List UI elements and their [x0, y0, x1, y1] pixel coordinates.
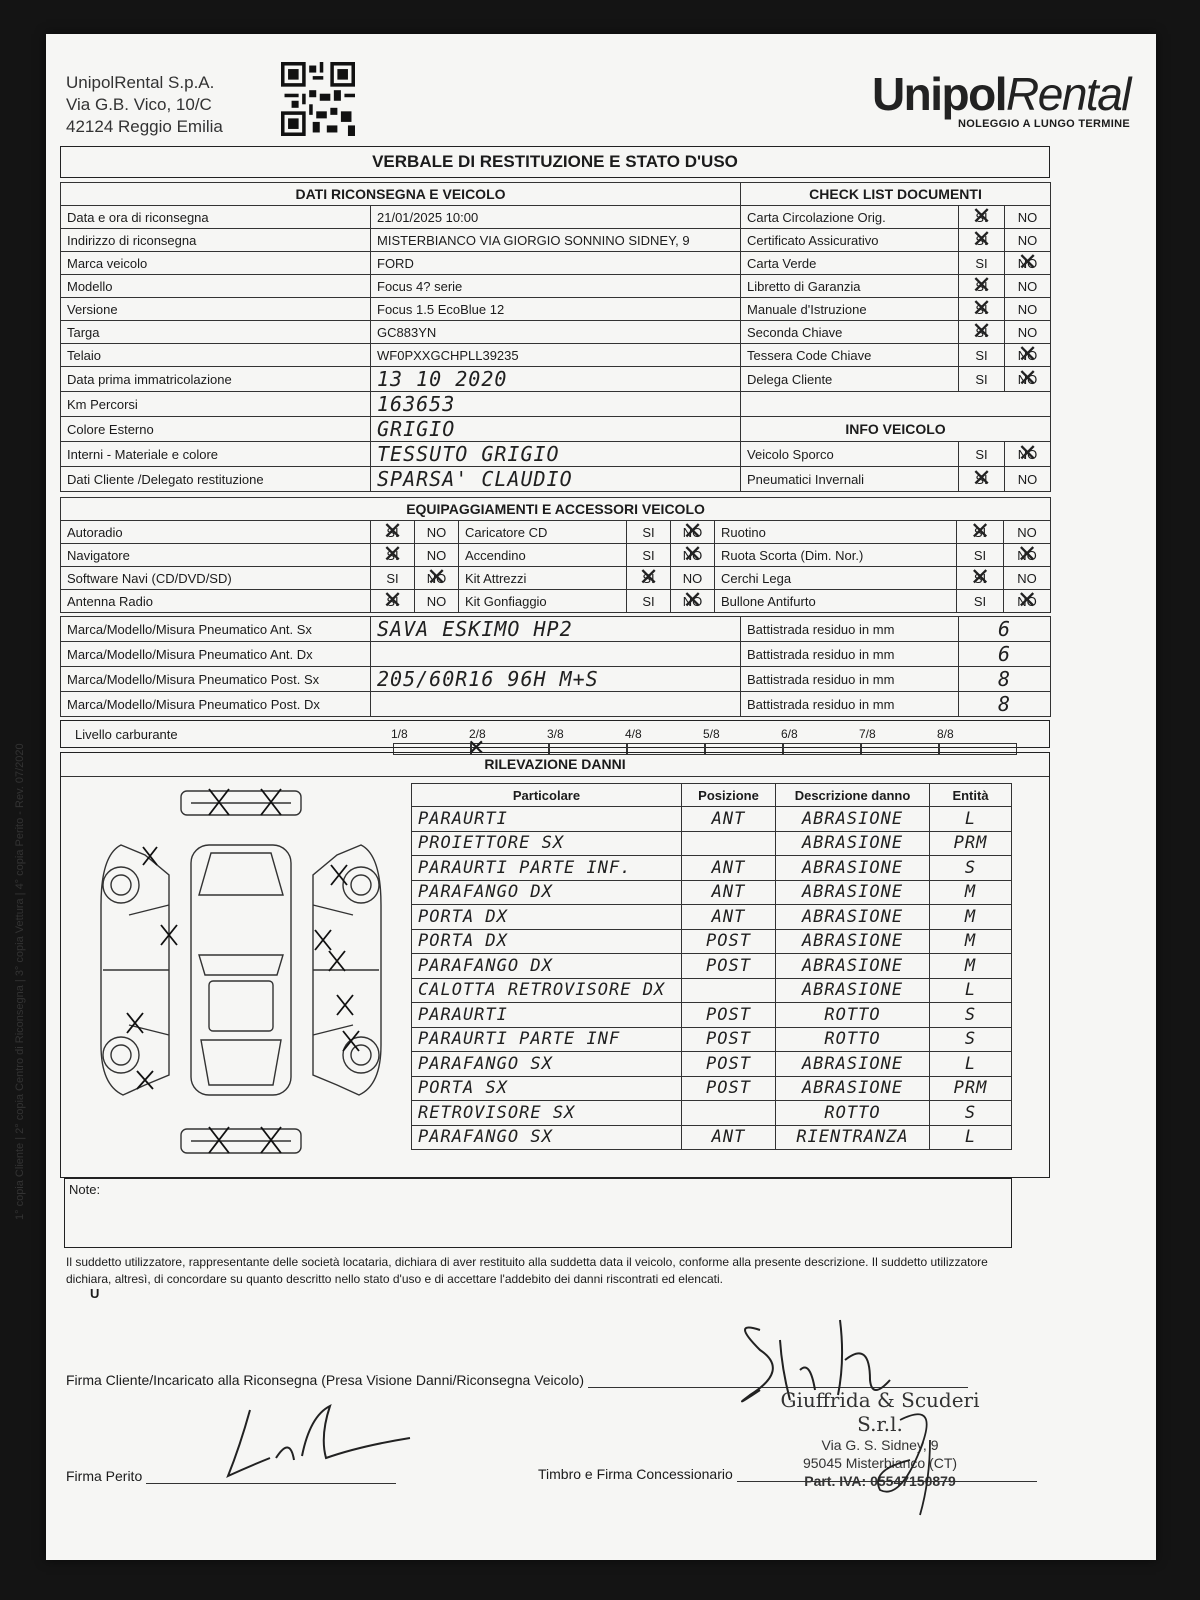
equipment-item-label: Bullone Antifurto — [715, 590, 957, 613]
tyre-row — [61, 667, 1051, 692]
checklist-no-box: NO — [1005, 206, 1051, 229]
damage-row — [412, 1125, 1012, 1150]
checklist-item-label: Seconda Chiave — [741, 321, 959, 344]
vehicle-table — [60, 182, 1051, 492]
tread-value: 8 — [959, 692, 1051, 717]
equipment-si-box: SI — [371, 567, 415, 590]
damage-cell: PARAURTI PARTE INF. — [412, 856, 682, 881]
damage-row — [412, 1027, 1012, 1052]
equipment-si-box: SI — [627, 544, 671, 567]
tread-value: 6 — [959, 617, 1051, 642]
equipment-item-label: Kit Attrezzi — [459, 567, 627, 590]
fuel-label: Livello carburante — [75, 727, 178, 742]
vehicle-row — [61, 417, 1051, 442]
info-si-box: SI — [959, 442, 1005, 467]
damage-column-header: Entità — [930, 784, 1012, 807]
equipment-item-label: Navigatore — [61, 544, 371, 567]
tyre-value — [371, 642, 741, 667]
vehicle-row — [61, 252, 1051, 275]
checklist-si-box: SI ✕ — [959, 275, 1005, 298]
equipment-item-label: Autoradio — [61, 521, 371, 544]
damage-cell: ANT — [682, 880, 776, 905]
damage-cell: ABRASIONE — [776, 807, 930, 832]
damage-row — [412, 978, 1012, 1003]
damage-cell: S — [930, 1101, 1012, 1126]
damage-row — [412, 1101, 1012, 1126]
vehicle-row — [61, 206, 1051, 229]
equipment-no-box: NO ✕ — [671, 590, 715, 613]
fuel-level-option[interactable] — [781, 727, 859, 755]
damage-cell: M — [930, 954, 1012, 979]
damage-cell: ABRASIONE — [776, 1076, 930, 1101]
vehicle-field-label: Indirizzo di riconsegna — [61, 229, 371, 252]
equipment-item-label: Cerchi Lega — [715, 567, 957, 590]
document-title: VERBALE DI RESTITUZIONE E STATO D'USO — [60, 146, 1050, 178]
vehicle-field-value: GC883YN — [371, 321, 741, 344]
checklist-si-box: SI — [959, 252, 1005, 275]
equipment-table — [60, 497, 1051, 613]
damage-cell: L — [930, 1125, 1012, 1150]
vehicle-row — [61, 229, 1051, 252]
equipment-item-label: Ruotino — [715, 521, 957, 544]
fuel-level-option[interactable] — [547, 727, 625, 755]
equipment-no-box: NO ✕ — [1004, 544, 1051, 567]
vehicle-field-value: Focus 4? serie — [371, 275, 741, 298]
damage-column-header: Particolare — [412, 784, 682, 807]
equipment-item-label: Kit Gonfiaggio — [459, 590, 627, 613]
damage-cell: S — [930, 1003, 1012, 1028]
equipment-si-box: SI ✕ — [371, 590, 415, 613]
vehicle-field-label: Modello — [61, 275, 371, 298]
copy-distribution-text: 1° copia Cliente | 2° copia Centro di Riconsegna | 3° copia Vettura | 4° copia Perito - Rev. 07/2020 — [14, 743, 26, 1220]
damage-cell: M — [930, 929, 1012, 954]
damage-cell: ABRASIONE — [776, 856, 930, 881]
damage-cell: PROIETTORE SX — [412, 831, 682, 856]
damage-cell: ANT — [682, 905, 776, 930]
equipment-si-box: SI — [957, 590, 1004, 613]
damage-cell: POST — [682, 954, 776, 979]
damage-cell — [682, 831, 776, 856]
vehicle-field-value: FORD — [371, 252, 741, 275]
damage-cell: M — [930, 905, 1012, 930]
equipment-si-box: SI — [627, 590, 671, 613]
damage-cell: PARAFANGO SX — [412, 1052, 682, 1077]
vehicle-field-value: GRIGIO — [371, 417, 741, 442]
equipment-item-label: Caricatore CD — [459, 521, 627, 544]
equipment-no-box: NO ✕ — [671, 521, 715, 544]
vehicle-field-label: Interni - Materiale e colore — [61, 442, 371, 467]
vehicle-field-value: Focus 1.5 EcoBlue 12 — [371, 298, 741, 321]
tread-label: Battistrada residuo in mm — [741, 617, 959, 642]
checklist-header: CHECK LIST DOCUMENTI — [741, 183, 1051, 206]
checklist-item-label: Libretto di Garanzia — [741, 275, 959, 298]
damage-cell: PRM — [930, 831, 1012, 856]
tread-label: Battistrada residuo in mm — [741, 667, 959, 692]
vehicle-row — [61, 298, 1051, 321]
tyre-row — [61, 642, 1051, 667]
stamp-address-1: Via G. S. Sidney, 9 — [821, 1437, 939, 1453]
equipment-no-box: NO — [415, 590, 459, 613]
equipment-item-label: Accendino — [459, 544, 627, 567]
equipment-si-box: SI ✕ — [371, 544, 415, 567]
damage-cell: PARAURTI PARTE INF — [412, 1027, 682, 1052]
checklist-item-label: Manuale d'Istruzione — [741, 298, 959, 321]
tyre-label: Marca/Modello/Misura Pneumatico Post. Sx — [61, 667, 371, 692]
damage-cell: ABRASIONE — [776, 929, 930, 954]
checklist-si-box: SI ✕ — [959, 298, 1005, 321]
client-signature-label: Firma Cliente/Incaricato alla Riconsegna (Presa Visione Danni/Riconsegna Veicolo) — [66, 1372, 585, 1388]
declaration-text: Il suddetto utilizzatore, rappresentante delle società locataria, dichiara di aver restituito alla suddetta data il veicolo, conforme alla presente descrizione. Il suddetto utilizzatore dichiara, altresì, di concordare su quanto descritto nello stato d'uso e di accettare l'addebito dei danni riscontrati ed elencati. — [66, 1255, 988, 1286]
vehicle-row — [61, 392, 1051, 417]
equipment-item-label: Ruota Scorta (Dim. Nor.) — [715, 544, 957, 567]
info-no-box: NO — [1005, 467, 1051, 492]
damage-cell: M — [930, 880, 1012, 905]
dealer-signature-icon — [870, 1410, 970, 1520]
checklist-no-box: NO ✕ — [1005, 344, 1051, 367]
damage-cell: ANT — [682, 856, 776, 881]
note-label: Note: — [69, 1182, 101, 1197]
damage-row — [412, 880, 1012, 905]
checklist-si-box: SI ✕ — [959, 321, 1005, 344]
vehicle-field-value: 13 10 2020 — [371, 367, 741, 392]
vehicle-row — [61, 442, 1051, 467]
equipment-row — [61, 590, 1051, 613]
equipment-si-box: SI — [957, 544, 1004, 567]
equipment-row — [61, 567, 1051, 590]
equipment-no-box: NO — [415, 544, 459, 567]
vehicle-field-label: Data prima immatricolazione — [61, 367, 371, 392]
info-item-label: Veicolo Sporco — [741, 442, 959, 467]
damage-cell: PARAFANGO SX — [412, 1125, 682, 1150]
damage-cell: ANT — [682, 807, 776, 832]
tread-value: 8 — [959, 667, 1051, 692]
damage-cell: ABRASIONE — [776, 978, 930, 1003]
damage-cell: ANT — [682, 1125, 776, 1150]
checklist-si-box: SI — [959, 367, 1005, 392]
tread-value: 6 — [959, 642, 1051, 667]
checklist-item-label: Tessera Code Chiave — [741, 344, 959, 367]
vehicle-field-value: SPARSA' CLAUDIO — [371, 467, 741, 492]
fuel-level-text: 3/8 — [547, 727, 564, 741]
fuel-level-option[interactable] — [859, 727, 937, 755]
equipment-no-box: NO — [415, 521, 459, 544]
equipment-row — [61, 544, 1051, 567]
equipment-header: EQUIPAGGIAMENTI E ACCESSORI VEICOLO — [61, 498, 1051, 521]
vehicle-field-label: Km Percorsi — [61, 392, 371, 417]
damage-cell: ABRASIONE — [776, 831, 930, 856]
damage-header-row — [412, 784, 1012, 807]
vehicle-row — [61, 367, 1051, 392]
damage-cell: POST — [682, 1076, 776, 1101]
stamp-company: Giuffrida & Scuderi S.r.l. — [780, 1388, 980, 1436]
damage-cell: CALOTTA RETROVISORE DX — [412, 978, 682, 1003]
damage-row — [412, 831, 1012, 856]
equipment-no-box: NO — [1004, 521, 1051, 544]
damage-section — [60, 752, 1050, 1178]
damage-cell: PARAFANGO DX — [412, 954, 682, 979]
stamp-vat: Part. IVA: 05547150879 — [804, 1473, 956, 1489]
vehicle-field-label: Data e ora di riconsegna — [61, 206, 371, 229]
damage-cell: PRM — [930, 1076, 1012, 1101]
damage-cell: ABRASIONE — [776, 954, 930, 979]
dealer-signature-label: Timbro e Firma Concessionario — [538, 1466, 733, 1482]
car-diagram-icon — [81, 785, 401, 1159]
fuel-level-option[interactable] — [625, 727, 703, 755]
damage-cell: L — [930, 978, 1012, 1003]
vehicle-field-label: Colore Esterno — [61, 417, 371, 442]
damage-row — [412, 954, 1012, 979]
damage-cell: S — [930, 856, 1012, 881]
company-name: UnipolRental S.p.A. — [66, 73, 215, 92]
damage-cell: ROTTO — [776, 1101, 930, 1126]
checklist-no-box: NO — [1005, 298, 1051, 321]
damage-cell: POST — [682, 929, 776, 954]
checklist-item-label: Carta Verde — [741, 252, 959, 275]
tyre-row — [61, 617, 1051, 642]
vehicle-row — [61, 344, 1051, 367]
tread-label: Battistrada residuo in mm — [741, 692, 959, 717]
checklist-item-label: Certificato Assicurativo — [741, 229, 959, 252]
damage-column-header: Posizione — [682, 784, 776, 807]
equipment-si-box: SI ✕ — [371, 521, 415, 544]
checklist-blank — [741, 392, 1051, 417]
fuel-level-text: 7/8 — [859, 727, 876, 741]
damage-row — [412, 1052, 1012, 1077]
tyre-table — [60, 616, 1051, 717]
damage-cell: ROTTO — [776, 1027, 930, 1052]
tread-label: Battistrada residuo in mm — [741, 642, 959, 667]
checklist-no-box: NO — [1005, 275, 1051, 298]
perito-signature-label: Firma Perito — [66, 1468, 143, 1484]
tyre-label: Marca/Modello/Misura Pneumatico Ant. Sx — [61, 617, 371, 642]
checklist-si-box: SI ✕ — [959, 229, 1005, 252]
equipment-si-box: SI — [627, 521, 671, 544]
damage-cell: RIENTRANZA — [776, 1125, 930, 1150]
tyre-label: Marca/Modello/Misura Pneumatico Ant. Dx — [61, 642, 371, 667]
checklist-si-box: SI ✕ — [959, 206, 1005, 229]
damage-cell: POST — [682, 1003, 776, 1028]
info-item-label: Pneumatici Invernali — [741, 467, 959, 492]
info-si-box: SI ✕ — [959, 467, 1005, 492]
damage-cell: POST — [682, 1052, 776, 1077]
equipment-no-box: NO — [1004, 567, 1051, 590]
logo-brand-b: Rental — [1006, 68, 1130, 120]
fuel-row — [60, 720, 1050, 748]
tyre-row — [61, 692, 1051, 717]
vehicle-field-label: Targa — [61, 321, 371, 344]
checklist-no-box: NO ✕ — [1005, 367, 1051, 392]
equipment-si-box: SI ✕ — [627, 567, 671, 590]
checklist-item-label: Delega Cliente — [741, 367, 959, 392]
equipment-no-box: NO ✕ — [1004, 590, 1051, 613]
info-veicolo-header: INFO VEICOLO — [741, 417, 1051, 442]
fuel-level-text: 1/8 — [391, 727, 408, 741]
equipment-si-box: SI ✕ — [957, 567, 1004, 590]
damage-cell: POST — [682, 1027, 776, 1052]
damage-cell: PORTA SX — [412, 1076, 682, 1101]
logo-brand-a: Unipol — [871, 68, 1007, 120]
vehicle-field-value: 21/01/2025 10:00 — [371, 206, 741, 229]
damage-cell: PORTA DX — [412, 929, 682, 954]
vehicle-field-value: TESSUTO GRIGIO — [371, 442, 741, 467]
company-address-line1: Via G.B. Vico, 10/C — [66, 95, 212, 114]
tyre-label: Marca/Modello/Misura Pneumatico Post. Dx — [61, 692, 371, 717]
equipment-no-box: NO ✕ — [415, 567, 459, 590]
fuel-level-text: 4/8 — [625, 727, 642, 741]
vehicle-field-label: Dati Cliente /Delegato restituzione — [61, 467, 371, 492]
fuel-level-text: 5/8 — [703, 727, 720, 741]
vehicle-field-label: Versione — [61, 298, 371, 321]
info-no-box: NO ✕ — [1005, 442, 1051, 467]
damage-row — [412, 1003, 1012, 1028]
damage-cell — [682, 1101, 776, 1126]
unipolrental-logo — [872, 70, 1130, 130]
damage-row — [412, 807, 1012, 832]
vehicle-field-label: Marca veicolo — [61, 252, 371, 275]
vehicle-field-value: 163653 — [371, 392, 741, 417]
checklist-item-label: Carta Circolazione Orig. — [741, 206, 959, 229]
damage-cell: ABRASIONE — [776, 905, 930, 930]
checklist-si-box: SI — [959, 344, 1005, 367]
vehicle-row — [61, 275, 1051, 298]
damage-column-header: Descrizione danno — [776, 784, 930, 807]
damage-header: RILEVAZIONE DANNI — [61, 753, 1049, 777]
damage-cell — [682, 978, 776, 1003]
damage-cell: PARAURTI — [412, 807, 682, 832]
damage-row — [412, 1076, 1012, 1101]
tyre-value — [371, 692, 741, 717]
damage-cell: ABRASIONE — [776, 1052, 930, 1077]
fuel-level-text: 8/8 — [937, 727, 954, 741]
equipment-no-box: NO ✕ — [671, 544, 715, 567]
damage-cell: RETROVISORE SX — [412, 1101, 682, 1126]
perito-signature-icon — [210, 1396, 420, 1486]
fuel-level-option[interactable] — [391, 727, 469, 755]
damage-cell: PORTA DX — [412, 905, 682, 930]
vehicle-field-label: Telaio — [61, 344, 371, 367]
fuel-level-option[interactable] — [703, 727, 781, 755]
vehicle-field-value: MISTERBIANCO VIA GIORGIO SONNINO SIDNEY, 9 — [371, 229, 741, 252]
vehicle-field-value: WF0PXXGCHPLL39235 — [371, 344, 741, 367]
company-address-line2: 42124 Reggio Emilia — [66, 117, 223, 136]
note-box[interactable] — [64, 1178, 1012, 1248]
company-block — [66, 72, 223, 138]
tyre-value: SAVA ESKIMO HP2 — [371, 617, 741, 642]
damage-table — [411, 783, 1012, 1150]
vehicle-header: DATI RICONSEGNA E VEICOLO — [61, 183, 741, 206]
damage-cell: S — [930, 1027, 1012, 1052]
damage-cell: PARAURTI — [412, 1003, 682, 1028]
fuel-level-option[interactable] — [937, 727, 1015, 755]
equipment-item-label: Antenna Radio — [61, 590, 371, 613]
checklist-no-box: NO — [1005, 321, 1051, 344]
tyre-value: 205/60R16 96H M+S — [371, 667, 741, 692]
damage-cell: ABRASIONE — [776, 880, 930, 905]
checklist-no-box: NO ✕ — [1005, 252, 1051, 275]
fuel-level-option[interactable] — [469, 727, 547, 755]
stamp-address-2: 95045 Misterbianco (CT) — [802, 1455, 958, 1471]
damage-row — [412, 905, 1012, 930]
damage-cell: PARAFANGO DX — [412, 880, 682, 905]
fuel-level-text: 6/8 — [781, 727, 798, 741]
damage-cell: L — [930, 1052, 1012, 1077]
equipment-si-box: SI ✕ — [957, 521, 1004, 544]
qr-code-icon — [280, 62, 356, 136]
checklist-no-box: NO — [1005, 229, 1051, 252]
corner-mark: U — [90, 1286, 100, 1301]
equipment-no-box: NO — [671, 567, 715, 590]
damage-row — [412, 856, 1012, 881]
logo-tagline: NOLEGGIO A LUNGO TERMINE — [958, 118, 1130, 130]
damage-cell: L — [930, 807, 1012, 832]
equipment-item-label: Software Navi (CD/DVD/SD) — [61, 567, 371, 590]
vehicle-row — [61, 321, 1051, 344]
damage-row — [412, 929, 1012, 954]
fuel-level-text: 2/8 — [469, 727, 486, 741]
vehicle-row — [61, 467, 1051, 492]
equipment-row — [61, 521, 1051, 544]
damage-cell: ROTTO — [776, 1003, 930, 1028]
